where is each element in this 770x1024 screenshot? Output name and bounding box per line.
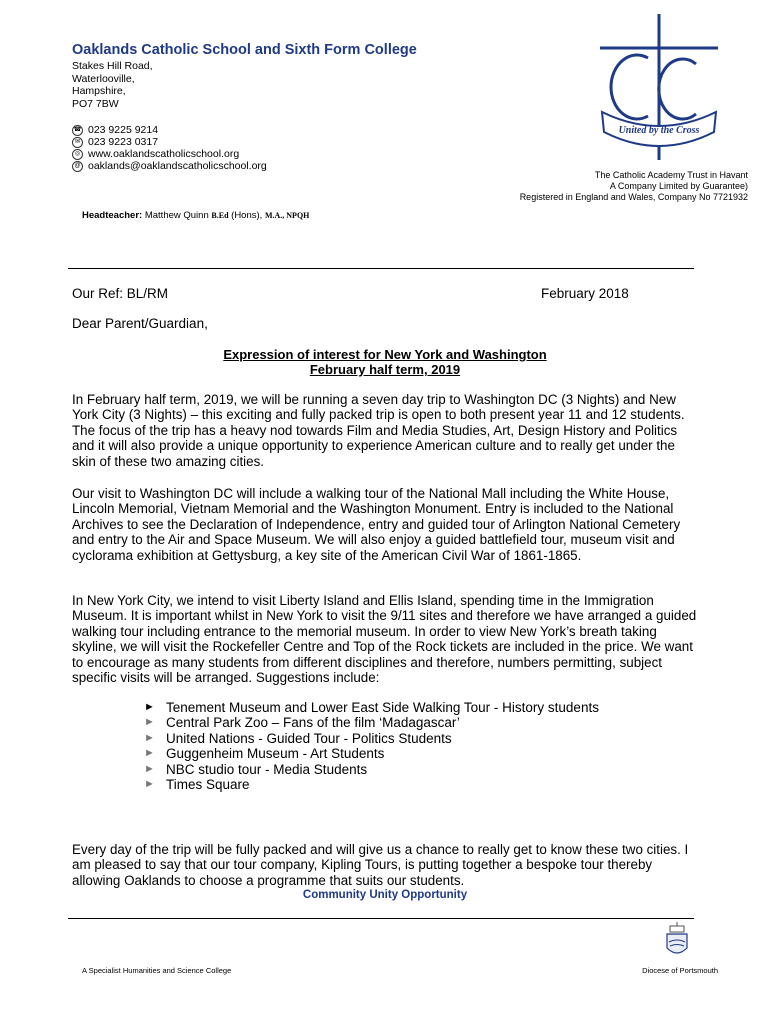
our-ref: Our Ref: BL/RM: [72, 286, 169, 301]
letter-c-arc: [659, 59, 696, 119]
address-line: Stakes Hill Road,: [72, 60, 153, 72]
paragraph-closing: Every day of the trip will be fully packed and will give us a chance to really get to know these two cities. I am pleased to say that our tour company, Kipling Tours, is putting together a bespoke tour thereby allowing Oaklands to choose a programme that suits our students.: [72, 842, 689, 888]
trust-info: [448, 170, 748, 203]
suggestions-list: [144, 700, 599, 792]
address-line: Hampshire,: [72, 85, 126, 97]
school-name: Oaklands Catholic School and Sixth Form College: [72, 42, 417, 58]
school-logo: [596, 12, 722, 162]
contact-fax: [72, 136, 267, 148]
list-item: ► United Nations - Guided Tour - Politics Students: [144, 730, 452, 746]
footer-left: A Specialist Humanities and Science College: [82, 966, 232, 975]
list-item: ► Central Park Zoo – Fans of the film ‘Madagascar’: [144, 715, 460, 731]
bullet-arrow-icon: ►: [144, 731, 155, 744]
list-item: ► Tenement Museum and Lower East Side Walking Tour - History students: [144, 700, 599, 715]
contact-web: [72, 148, 267, 160]
headteacher-name: Matthew Quinn: [144, 210, 209, 221]
fax-number: 023 9223 0317: [88, 136, 159, 148]
email-link[interactable]: oaklands@oaklandscatholicschool.org: [88, 160, 267, 172]
bullet-arrow-icon: ►: [144, 701, 155, 713]
header-divider: [68, 268, 694, 269]
headteacher: [82, 210, 309, 221]
headteacher-qualification: B.Ed: [211, 211, 229, 220]
address-line: Waterlooville,: [72, 72, 135, 85]
letter-title: Expression of interest for New York and Washington: [223, 347, 547, 362]
bullet-arrow-icon: ►: [144, 747, 155, 760]
trust-line: Registered in England and Wales, Company No 7721932: [519, 192, 748, 202]
salutation: Dear Parent/Guardian,: [72, 316, 208, 331]
list-item: ► NBC studio tour - Media Students: [144, 761, 368, 777]
bullet-arrow-icon: ►: [144, 778, 155, 791]
paragraph-washington: Our visit to Washington DC will include a walking tour of the National Mall including the White House, Lincoln Memorial, Vietnam Memorial and the Washington Monument. Entry is included to the National Archives to see the Declaration of Independence, entry and guided tour of Arlington National Cemetery and entry to the Air and Space Museum. We will also enjoy a guided battlefield tour, museum visit and cyclorama exhibition at Gettysburg, a key site of the American Civil War of 1861-1865.: [72, 486, 681, 563]
phone-icon: ☎: [72, 125, 83, 136]
bullet-arrow-icon: ►: [144, 762, 155, 775]
contact-details: [72, 124, 267, 172]
phone-number: 023 9225 9214: [88, 124, 159, 136]
diocese-crest-icon: [664, 922, 690, 960]
list-item: ► Guggenheim Museum - Art Students: [144, 746, 385, 762]
footer-right: Diocese of Portsmouth: [642, 966, 718, 975]
trust-line: The Catholic Academy Trust in Havant: [594, 170, 748, 180]
letter-subtitle: February half term, 2019: [309, 362, 461, 377]
letter-date: February 2018: [541, 286, 629, 301]
trust-line: A Company Limited by Guarantee): [609, 181, 748, 191]
headteacher-qualification: M.A., NPQH: [264, 211, 310, 220]
contact-phone: [72, 124, 267, 136]
bullet-arrow-icon: ►: [144, 716, 155, 729]
fax-icon: ✉: [72, 137, 83, 148]
letter-o-arc: [611, 55, 648, 119]
list-item: ► Times Square: [144, 777, 250, 793]
paragraph-new-york: In New York City, we intend to visit Liberty Island and Ellis Island, spending time in the Immigration Museum. It is important whilst in New York to visit the 9/11 sites and therefore we have arranged a guided walking tour including entrance to the memorial museum. In order to view New York’s breath taking skyline, we will visit the Rockefeller Centre and Top of the Rock tickets are included in the price. We want to encourage as many students from different disciplines and therefore, numbers permitting, subject specific visits will be arranged. Suggestions include:: [72, 593, 697, 686]
paragraph-intro: In February half term, 2019, we will be running a seven day trip to Washington DC (3 Nights) and New York City (3 Nights) – this exciting and fully packed trip is open to both present year 11 and 12 students. The focus of the trip has a heavy nod towards Film and Media Studies, Art, Design History and Politics and it will also provide a unique opportunity to experience American culture and to really get under the skin of these two amazing cities.: [72, 392, 685, 469]
headteacher-label: Headteacher:: [82, 210, 143, 221]
logo-banner-text: United by the Cross: [618, 125, 700, 136]
headteacher-qualification: (Hons),: [231, 210, 263, 221]
footer-divider: [68, 918, 694, 919]
school-motto: Community Unity Opportunity: [302, 889, 468, 901]
school-address: [72, 60, 153, 110]
website-link[interactable]: www.oaklandscatholicschool.org: [88, 148, 240, 160]
address-line: PO7 7BW: [72, 97, 119, 110]
email-icon: @: [72, 161, 83, 172]
web-icon: ◎: [72, 149, 83, 160]
contact-email: [72, 160, 267, 172]
